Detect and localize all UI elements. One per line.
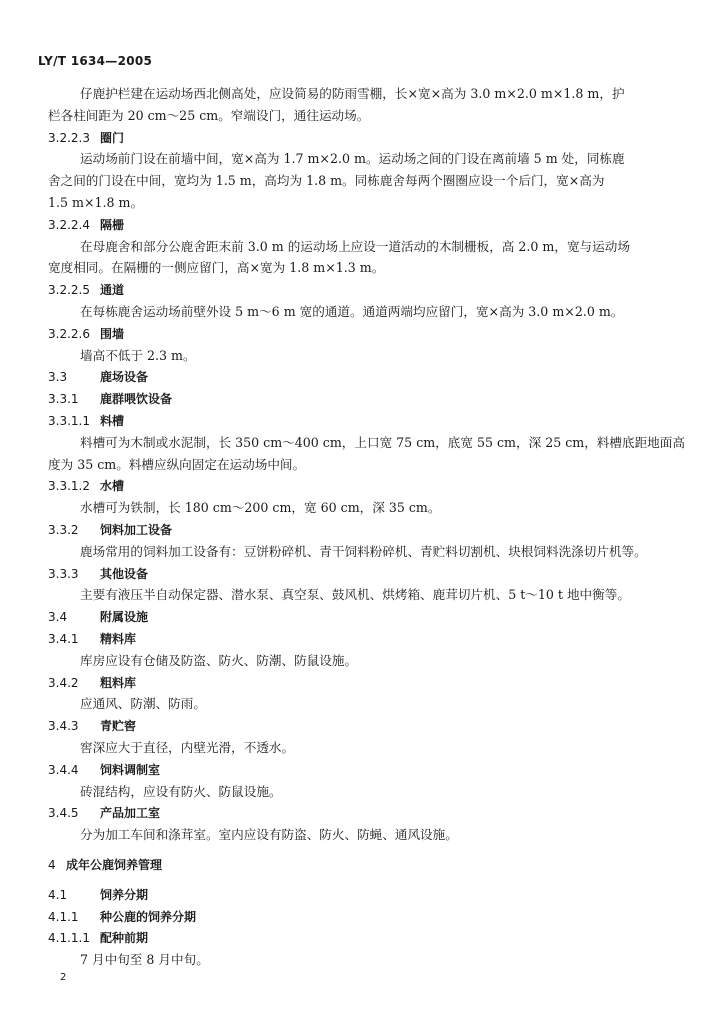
section-number: 3.4.2 bbox=[48, 675, 79, 690]
section-number: 4 bbox=[48, 858, 56, 872]
section-title: 饲料调制室 bbox=[100, 762, 161, 777]
paragraph-line: 在母鹿舍和部分公鹿舍距末前 3.0 m 的运动场上应设一道活动的木制栅板，高 2.0 m，宽与运动场 bbox=[80, 238, 630, 254]
section-title: 产品加工室 bbox=[100, 806, 161, 821]
paragraph-line: 库房应设有仓储及防盗、防火、防潮、防鼠设施。 bbox=[80, 652, 358, 668]
section-title: 围墙 bbox=[100, 326, 125, 341]
section-number: 3.4 bbox=[48, 610, 68, 625]
section-heading bbox=[48, 930, 148, 946]
page-number: 2 bbox=[60, 972, 67, 983]
chapter-heading bbox=[48, 857, 162, 873]
section-number: 4.1 bbox=[48, 887, 68, 902]
paragraph-line: 料槽可为木制或水泥制，长 350 cm～400 cm，上口宽 75 cm，底宽 55 cm，深 25 cm，料槽底距地面高 bbox=[80, 434, 685, 450]
section-heading bbox=[48, 631, 136, 647]
paragraph-line: 水槽可为铁制，长 180 cm～200 cm，宽 60 cm，深 35 cm。 bbox=[80, 500, 441, 516]
section-heading bbox=[48, 762, 160, 778]
section-title: 配种前期 bbox=[100, 931, 149, 946]
section-heading bbox=[48, 718, 136, 734]
section-number: 3.3.1.1 bbox=[48, 414, 90, 428]
section-heading bbox=[48, 130, 124, 146]
paragraph-line: 窖深应大于直径，内壁光滑，不透水。 bbox=[80, 740, 295, 755]
paragraph-line: 在每栋鹿舍运动场前壁外设 5 m～6 m 宽的通道。通道两端均应留门，宽×高为 3.0 m×2.0 m。 bbox=[80, 304, 624, 319]
section-number: 3.2.2.5 bbox=[48, 283, 90, 298]
paragraph-line: 运动场前门设在前墙中间，宽×高为 1.7 m×2.0 m。运动场之间的门设在离前墙 5 m 处，同栋鹿 bbox=[80, 151, 625, 167]
paragraph-line: 宽度相同。在隔栅的一侧应留门，高×宽为 1.8 m×1.3 m。 bbox=[48, 260, 385, 276]
paragraph-line: 度为 35 cm。料槽应纵向固定在运动场中间。 bbox=[48, 456, 306, 472]
paragraph-line: 仔鹿护栏建在运动场西北侧高处，应设简易的防雨雪棚，长×宽×高为 3.0 m×2.0 m×1.8 m，护 bbox=[80, 86, 625, 101]
section-number: 4.1.1.1 bbox=[48, 931, 90, 946]
section-title: 隔栅 bbox=[100, 217, 125, 232]
section-number: 3.4.4 bbox=[48, 762, 79, 777]
section-title: 种公鹿的饲养分期 bbox=[100, 909, 197, 924]
section-title: 饲料加工设备 bbox=[100, 523, 173, 537]
section-heading bbox=[48, 805, 160, 821]
paragraph-line: 7 月中旬至 8 月中旬。 bbox=[80, 952, 209, 968]
section-title: 青贮窖 bbox=[100, 719, 137, 734]
section-heading bbox=[48, 391, 172, 407]
section-number: 4.1.1 bbox=[48, 909, 79, 924]
section-heading bbox=[48, 609, 148, 625]
section-number: 3.4.5 bbox=[48, 806, 79, 821]
section-title: 附属设施 bbox=[100, 610, 149, 625]
paragraph-line: 应通风、防潮、防雨。 bbox=[80, 696, 206, 712]
section-heading bbox=[48, 413, 124, 429]
standard-code-header: LY/T 1634—2005 bbox=[38, 54, 153, 68]
section-title: 鹿群喂饮设备 bbox=[100, 392, 173, 407]
section-heading bbox=[48, 522, 172, 538]
section-number: 3.3.2 bbox=[48, 523, 79, 537]
paragraph-line: 分为加工车间和涤茸室。室内应设有防盗、防火、防蝇、通风设施。 bbox=[80, 827, 458, 843]
section-number: 3.2.2.4 bbox=[48, 217, 90, 232]
section-title: 成年公鹿饲养管理 bbox=[66, 858, 163, 872]
section-number: 3.2.2.6 bbox=[48, 326, 90, 341]
section-number: 3.3 bbox=[48, 370, 68, 385]
paragraph-line: 主要有液压半自动保定器、潜水泵、真空泵、鼓风机、烘烤箱、鹿茸切片机、5 t～10 t 地中衡等。 bbox=[80, 587, 630, 603]
paragraph-line: 鹿场常用的饲料加工设备有：豆饼粉碎机、青干饲料粉碎机、青贮料切割机、块根饲料洗涤切片机等。 bbox=[80, 543, 647, 559]
section-title: 料槽 bbox=[100, 414, 125, 428]
section-title: 饲养分期 bbox=[100, 887, 149, 902]
section-number: 3.3.1.2 bbox=[48, 479, 90, 494]
section-heading bbox=[48, 909, 196, 925]
paragraph-line: 舍之间的门设在中间，宽均为 1.5 m，高均为 1.8 m。同栋鹿舍每两个圈圈应设一个后门，宽×高为 bbox=[48, 173, 605, 189]
section-title: 水槽 bbox=[100, 479, 125, 494]
section-heading bbox=[48, 566, 148, 582]
paragraph-line: 1.5 m×1.8 m。 bbox=[48, 195, 144, 210]
section-number: 3.4.3 bbox=[48, 719, 79, 734]
section-title: 圈门 bbox=[100, 130, 125, 145]
section-number: 3.3.1 bbox=[48, 392, 79, 407]
section-heading bbox=[48, 478, 124, 494]
section-title: 通道 bbox=[100, 283, 125, 298]
section-heading bbox=[48, 326, 124, 342]
paragraph-line: 砖混结构，应设有防火、防鼠设施。 bbox=[80, 783, 282, 799]
section-heading bbox=[48, 217, 124, 233]
section-heading bbox=[48, 675, 136, 691]
section-number: 3.2.2.3 bbox=[48, 130, 90, 145]
section-title: 鹿场设备 bbox=[100, 370, 149, 385]
paragraph-line: 栏各柱间距为 20 cm～25 cm。窄端设门，通往运动场。 bbox=[48, 107, 370, 123]
section-title: 粗料库 bbox=[100, 675, 137, 690]
paragraph-line: 墙高不低于 2.3 m。 bbox=[80, 347, 196, 363]
section-title: 精料库 bbox=[100, 632, 137, 646]
section-number: 3.4.1 bbox=[48, 632, 79, 646]
section-heading bbox=[48, 282, 124, 298]
section-title: 其他设备 bbox=[100, 566, 149, 581]
section-heading bbox=[48, 369, 148, 385]
section-number: 3.3.3 bbox=[48, 566, 79, 581]
section-heading bbox=[48, 887, 148, 903]
